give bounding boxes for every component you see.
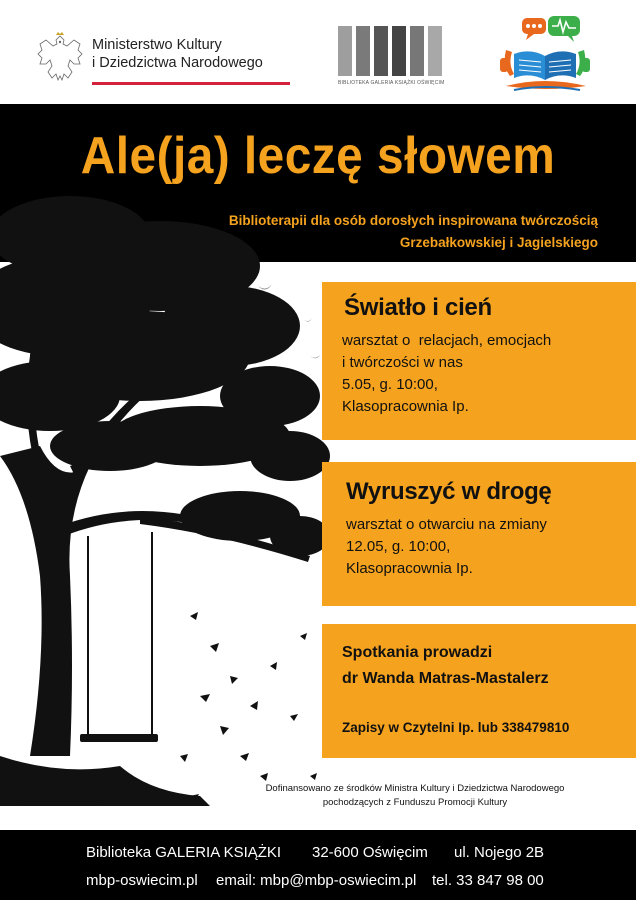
event-detail-line: Klasopracownia Ip.: [346, 560, 473, 577]
event-panel-2: [322, 462, 636, 606]
gallery-caption: BIBLIOTEKA GALERIA KSIĄŻKI OŚWIĘCIM: [338, 80, 445, 86]
phone-number: tel. 33 847 98 00: [432, 872, 544, 889]
gallery-bar: [338, 26, 352, 76]
subtitle-line1: Biblioterapii dla osób dorosłych inspirowana twórczością: [228, 213, 598, 228]
library-name: Biblioteka GALERIA KSIĄŻKI: [86, 844, 282, 861]
event-detail-line: warsztat o relacjach, emocjach: [342, 332, 552, 349]
event-detail-line: Klasopracownia Ip.: [342, 398, 469, 415]
ministry-name: [92, 36, 263, 72]
gallery-bar: [374, 26, 388, 76]
main-title: Ale(ja) leczę słowem: [80, 127, 556, 185]
host-line1: Spotkania prowadzi: [342, 644, 493, 661]
tree-with-swing-illustration: [0, 196, 340, 816]
host-panel: [322, 624, 636, 758]
event-detail-line: warsztat o otwarciu na zmiany: [346, 516, 547, 533]
email-link[interactable]: email: mbp@mbp-oswiecim.pl: [216, 872, 417, 889]
street-address: ul. Nojego 2B: [454, 844, 545, 861]
host-info: [342, 640, 549, 692]
event-title: Światło i cień: [344, 294, 492, 321]
event-panel-1: [322, 282, 636, 440]
ministry-underline: [92, 82, 290, 85]
event-details: [342, 330, 551, 418]
book-speech-logo-icon: [492, 14, 598, 98]
event-detail-line: i twórczości w nas: [342, 354, 463, 371]
gallery-bar: [356, 26, 370, 76]
gallery-logo: [338, 26, 445, 90]
funding-note: [210, 782, 620, 810]
event-detail-line: 5.05, g. 10:00,: [342, 376, 438, 393]
ministry-logo: [36, 30, 306, 90]
gallery-bar: [410, 26, 424, 76]
polish-eagle-icon: [36, 32, 84, 84]
gallery-bar: [428, 26, 442, 76]
funding-line2: pochodzących z Funduszu Promocji Kultury: [322, 797, 508, 808]
event-title: Wyruszyć w drogę: [346, 478, 552, 505]
header: [0, 0, 636, 104]
signup-info: Zapisy w Czytelni Ip. lub 338479810: [342, 720, 570, 735]
funding-line1: Dofinansowano ze środków Ministra Kultury i Dziedzictwa Narodowego: [265, 783, 565, 794]
postal-code: 32-600 Oświęcim: [312, 844, 428, 861]
subtitle-line2: Grzebałkowskiej i Jagielskiego: [399, 235, 598, 250]
host-line2: dr Wanda Matras-Mastalerz: [342, 670, 549, 687]
event-detail-line: 12.05, g. 10:00,: [346, 538, 451, 555]
website-link[interactable]: mbp-oswiecim.pl: [86, 872, 198, 889]
ministry-line1: Ministerstwo Kultury: [92, 37, 222, 53]
ministry-line2: i Dziedzictwa Narodowego: [92, 55, 263, 71]
footer: [0, 830, 636, 900]
event-details: [346, 514, 547, 580]
gallery-bar: [392, 26, 406, 76]
